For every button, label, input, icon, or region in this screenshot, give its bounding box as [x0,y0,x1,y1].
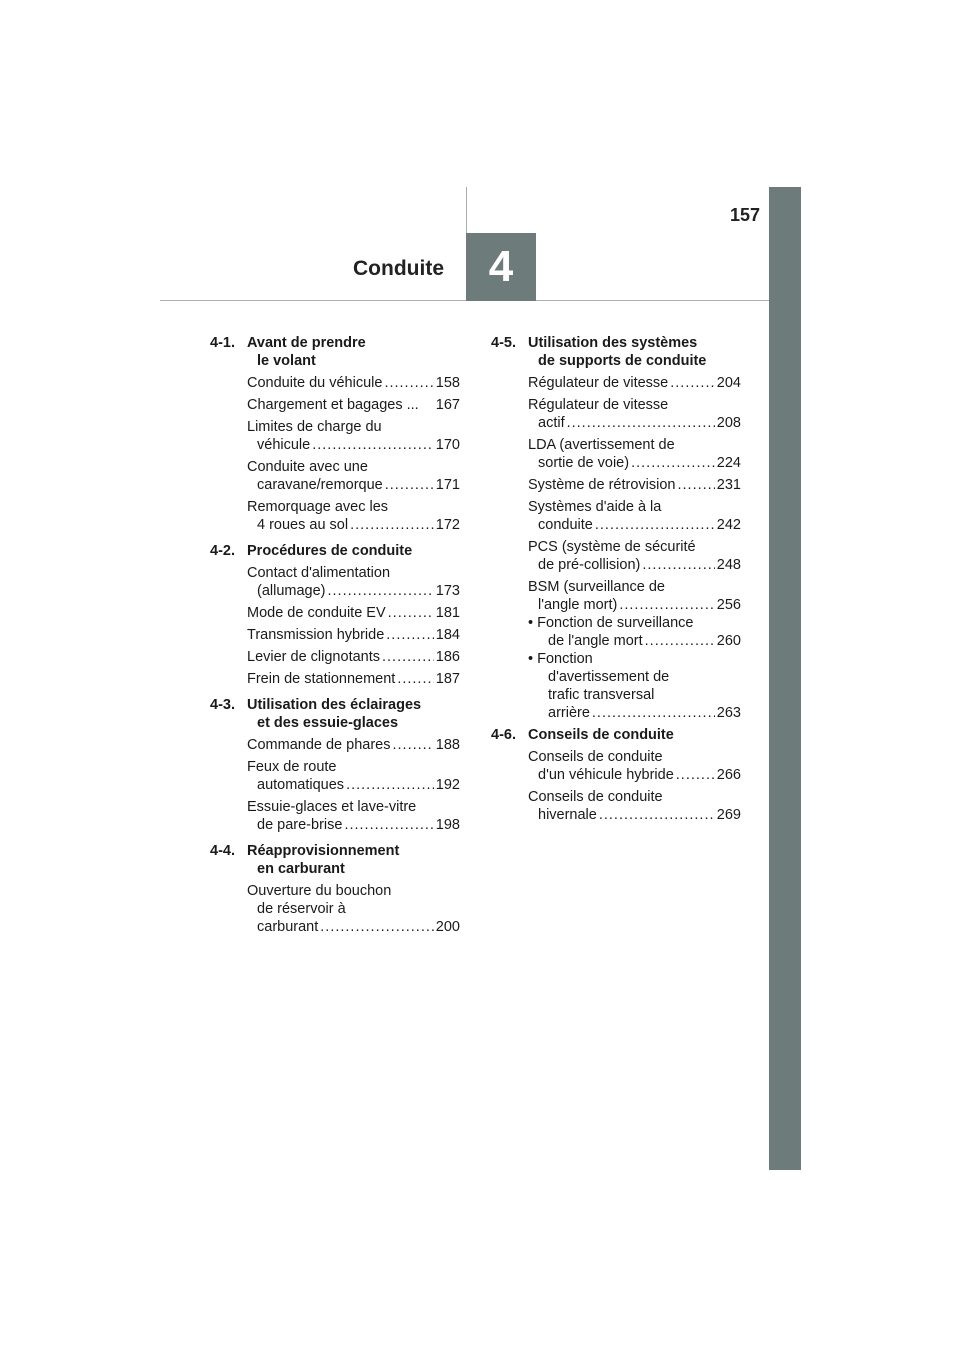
toc-entry [247,626,460,644]
entry-text-line: Système de rétrovision [528,477,676,493]
entry-text-line: Contact d'alimentation [247,565,391,581]
entry-text-line: actif [538,415,565,431]
toc-entry [247,396,460,414]
entry-page-number: 204 [716,375,741,391]
entry-text-line: Limites de charge du [247,419,382,435]
entry-text-line: (allumage) [257,583,326,599]
section-number: 4-3. [210,697,235,713]
entry-text-line: Essuie-glaces et lave-vitre [247,799,417,815]
toc-subentry [528,614,741,650]
entry-last-line [247,436,460,454]
entry-page-number: 231 [716,477,741,493]
entry-text-line: Conduite du véhicule [247,375,383,391]
toc-section-heading [210,842,460,878]
entry-last-line [528,454,741,472]
toc-entry [247,374,460,392]
chapter-title: Conduite [353,257,444,280]
toc-entry [247,670,460,688]
toc-column-left [210,334,460,944]
toc-section-heading [210,542,460,560]
section-number: 4-1. [210,335,235,351]
entry-text-line: véhicule [257,437,311,453]
entry-last-line [528,476,741,494]
section-title [247,542,460,560]
entry-text-line: Remorquage avec les [247,499,389,515]
dot-leader [595,516,715,534]
toc-entry [247,882,460,936]
toc-entry [247,798,460,834]
entry-page-number: 181 [435,605,460,621]
dot-leader [382,648,434,666]
section-title [528,334,741,370]
entry-text-line: Frein de stationnement [247,671,396,687]
toc-entry [528,578,741,614]
entry-last-line [528,414,741,432]
dot-leader [320,918,434,936]
toc-section-heading [491,334,741,370]
entry-page-number: 172 [435,517,460,533]
section-title-line: Utilisation des éclairages [247,697,422,713]
dot-leader [346,776,434,794]
section-title-line: Utilisation des systèmes [528,335,698,351]
entry-page-number: 170 [435,437,460,453]
section-title-line: en carburant [257,861,345,877]
toc-entry [528,374,741,392]
entry-text-line: Conseils de conduite [528,749,663,765]
entry-text-line: carburant [257,919,319,935]
entry-text-line: Mode de conduite EV [247,605,386,621]
dot-leader [599,806,715,824]
entry-page-number: 224 [716,455,741,471]
entry-page-number: 184 [435,627,460,643]
entry-page-number: 198 [435,817,460,833]
entry-text-line: trafic transversal [548,687,655,703]
toc-entry [247,498,460,534]
entry-last-line [247,918,460,936]
dot-leader [670,374,715,392]
toc-entry [247,758,460,794]
header-divider-horizontal [160,300,769,301]
entry-last-line [528,704,741,722]
toc-section-heading [491,726,741,744]
entry-page-number: 248 [716,557,741,573]
entry-page-number: 167 [435,397,460,413]
entry-page-number: 192 [435,777,460,793]
entry-text-line: • Fonction [528,651,593,667]
entry-text-line: d'un véhicule hybride [538,767,674,783]
entry-page-number: 171 [435,477,460,493]
toc-entry [247,418,460,454]
dot-leader [677,476,714,494]
entry-text-line: automatiques [257,777,345,793]
dot-leader [567,414,715,432]
entry-text-line: Feux de route [247,759,337,775]
entry-last-line [247,736,460,754]
entry-text-line: Chargement et bagages ... [247,397,419,413]
entry-text-line: BSM (surveillance de [528,579,665,595]
entry-text-line: de réservoir à [257,901,346,917]
dot-leader [592,704,715,722]
dot-leader [312,436,434,454]
toc-entry [247,648,460,666]
entry-page-number: 263 [716,705,741,721]
toc-entry [247,604,460,622]
entry-page-number: 158 [435,375,460,391]
toc-entry [528,748,741,784]
toc-entry [528,396,741,432]
entry-page-number: 260 [716,633,741,649]
entry-text-line: l'angle mort) [538,597,618,613]
header-divider-vertical [466,187,467,233]
entry-last-line [247,396,460,414]
section-title [247,334,460,370]
dot-leader [386,626,434,644]
toc-section-heading [210,334,460,370]
entry-page-number: 200 [435,919,460,935]
dot-leader [350,516,434,534]
entry-last-line [247,582,460,600]
entry-last-line [247,604,460,622]
toc-entry [528,788,741,824]
section-title [247,842,460,878]
toc-section-heading [210,696,460,732]
section-spacer [491,828,741,832]
entry-text-line: Conseils de conduite [528,789,663,805]
entry-text-line: Conduite avec une [247,459,368,475]
entry-text-line: de pré-collision) [538,557,641,573]
entry-text-line: de pare-brise [257,817,343,833]
entry-last-line [247,816,460,834]
dot-leader [385,476,434,494]
entry-text-line: Commande de phares [247,737,391,753]
entry-page-number: 256 [716,597,741,613]
entry-text-line: sortie de voie) [538,455,630,471]
entry-page-number: 266 [716,767,741,783]
dot-leader [397,670,433,688]
entry-page-number: 187 [435,671,460,687]
entry-text-line: conduite [538,517,593,533]
entry-text-line: Systèmes d'aide à la [528,499,662,515]
toc-subentry [528,650,741,722]
dot-leader [645,632,715,650]
dot-leader [676,766,715,784]
entry-last-line [528,556,741,574]
entry-text-line: caravane/remorque [257,477,383,493]
dot-leader [619,596,714,614]
entry-text-line: Levier de clignotants [247,649,380,665]
entry-last-line [247,476,460,494]
entry-last-line [247,776,460,794]
entry-text-line: Transmission hybride [247,627,385,643]
entry-last-line [528,374,741,392]
entry-text-line: • Fonction de surveillance [528,615,694,631]
section-number: 4-6. [491,727,516,743]
dot-leader [344,816,433,834]
entry-text-line: d'avertissement de [548,669,670,685]
entry-text-line: Ouverture du bouchon [247,883,392,899]
entry-text-line: Régulateur de vitesse [528,375,669,391]
entry-last-line [247,516,460,534]
entry-last-line [528,806,741,824]
entry-text-line: arrière [548,705,590,721]
toc-entry [247,458,460,494]
entry-last-line [528,516,741,534]
toc-entry [528,476,741,494]
dot-leader [328,582,434,600]
dot-leader [384,374,433,392]
entry-last-line [247,374,460,392]
entry-text-line: Régulateur de vitesse [528,397,669,413]
entry-page-number: 188 [435,737,460,753]
entry-text-line: PCS (système de sécurité [528,539,696,555]
toc-column-right [491,334,741,832]
section-title-line: et des essuie-glaces [257,715,399,731]
toc-entry [528,436,741,472]
entry-page-number: 186 [435,649,460,665]
entry-text-line: de l'angle mort [548,633,643,649]
section-title-line: Avant de prendre [247,335,366,351]
section-number: 4-4. [210,843,235,859]
entry-last-line [528,632,741,650]
chapter-number-badge: 4 [466,233,536,301]
dot-leader [631,454,715,472]
section-title-line: Procédures de conduite [247,543,413,559]
entry-page-number: 208 [716,415,741,431]
entry-text-line: LDA (avertissement de [528,437,675,453]
page-number: 157 [729,205,760,225]
section-spacer [210,940,460,944]
section-title-line: Conseils de conduite [528,727,674,743]
toc-entry [528,498,741,534]
toc-entry [528,538,741,574]
dot-leader [642,556,714,574]
entry-page-number: 269 [716,807,741,823]
entry-last-line [247,626,460,644]
toc-entry [247,564,460,600]
section-title [528,726,741,744]
entry-text-line: hivernale [538,807,597,823]
dot-leader [392,736,433,754]
entry-last-line [528,596,741,614]
section-number: 4-5. [491,335,516,351]
section-title-line: le volant [257,353,316,369]
entry-last-line [528,766,741,784]
section-title-line: Réapprovisionnement [247,843,400,859]
section-title-line: de supports de conduite [538,353,707,369]
entry-text-line: 4 roues au sol [257,517,349,533]
chapter-side-tab [769,187,801,1170]
entry-page-number: 173 [435,583,460,599]
entry-last-line [247,670,460,688]
entry-last-line [247,648,460,666]
dot-leader [388,604,434,622]
toc-entry [247,736,460,754]
entry-page-number: 242 [716,517,741,533]
section-title [247,696,460,732]
section-number: 4-2. [210,543,235,559]
